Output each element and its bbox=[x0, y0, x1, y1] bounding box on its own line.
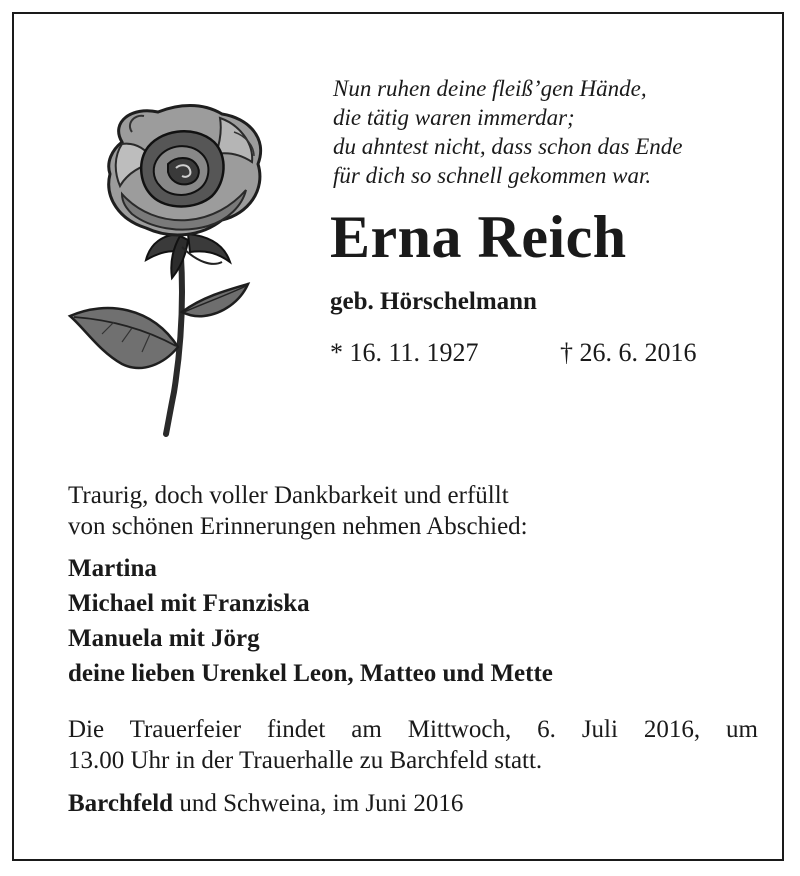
intro-line: Traurig, doch voller Dankbarkeit und erfüllt bbox=[68, 482, 509, 509]
poem-line: du ahntest nicht, dass schon das Ende bbox=[333, 134, 683, 159]
family-member: Manuela mit Jörg bbox=[68, 625, 260, 652]
family-member: deine lieben Urenkel Leon, Matteo und Mette bbox=[68, 660, 553, 687]
intro-line: von schönen Erinnerungen nehmen Abschied: bbox=[68, 513, 528, 540]
rose-icon bbox=[62, 102, 282, 442]
place-date bbox=[68, 787, 463, 821]
place-rest: und Schweina, im Juni 2016 bbox=[173, 790, 464, 817]
ceremony-line: Die Trauerfeier findet am Mittwoch, 6. Juli 2016, um bbox=[68, 716, 758, 743]
death-date: † 26. 6. 2016 bbox=[560, 338, 697, 367]
place-town: Barchfeld bbox=[68, 790, 174, 817]
ceremony-line: 13.00 Uhr in der Trauerhalle zu Barchfeld statt. bbox=[68, 747, 543, 774]
intro-text bbox=[68, 480, 528, 542]
poem-line: die tätig waren immerdar; bbox=[333, 105, 575, 130]
birth-date: * 16. 11. 1927 bbox=[330, 338, 479, 367]
poem bbox=[333, 74, 682, 190]
family-member: Michael mit Franziska bbox=[68, 590, 310, 617]
maiden-name: geb. Hörschelmann bbox=[330, 288, 537, 315]
poem-line: Nun ruhen deine fleiß’gen Hände, bbox=[333, 76, 647, 101]
obituary-card bbox=[12, 12, 784, 861]
deceased-name: Erna Reich bbox=[330, 204, 627, 270]
ceremony-notice bbox=[68, 714, 758, 776]
life-dates bbox=[330, 336, 697, 370]
poem-line: für dich so schnell gekommen war. bbox=[333, 163, 652, 188]
family-member: Martina bbox=[68, 555, 157, 582]
family-list bbox=[68, 551, 553, 691]
